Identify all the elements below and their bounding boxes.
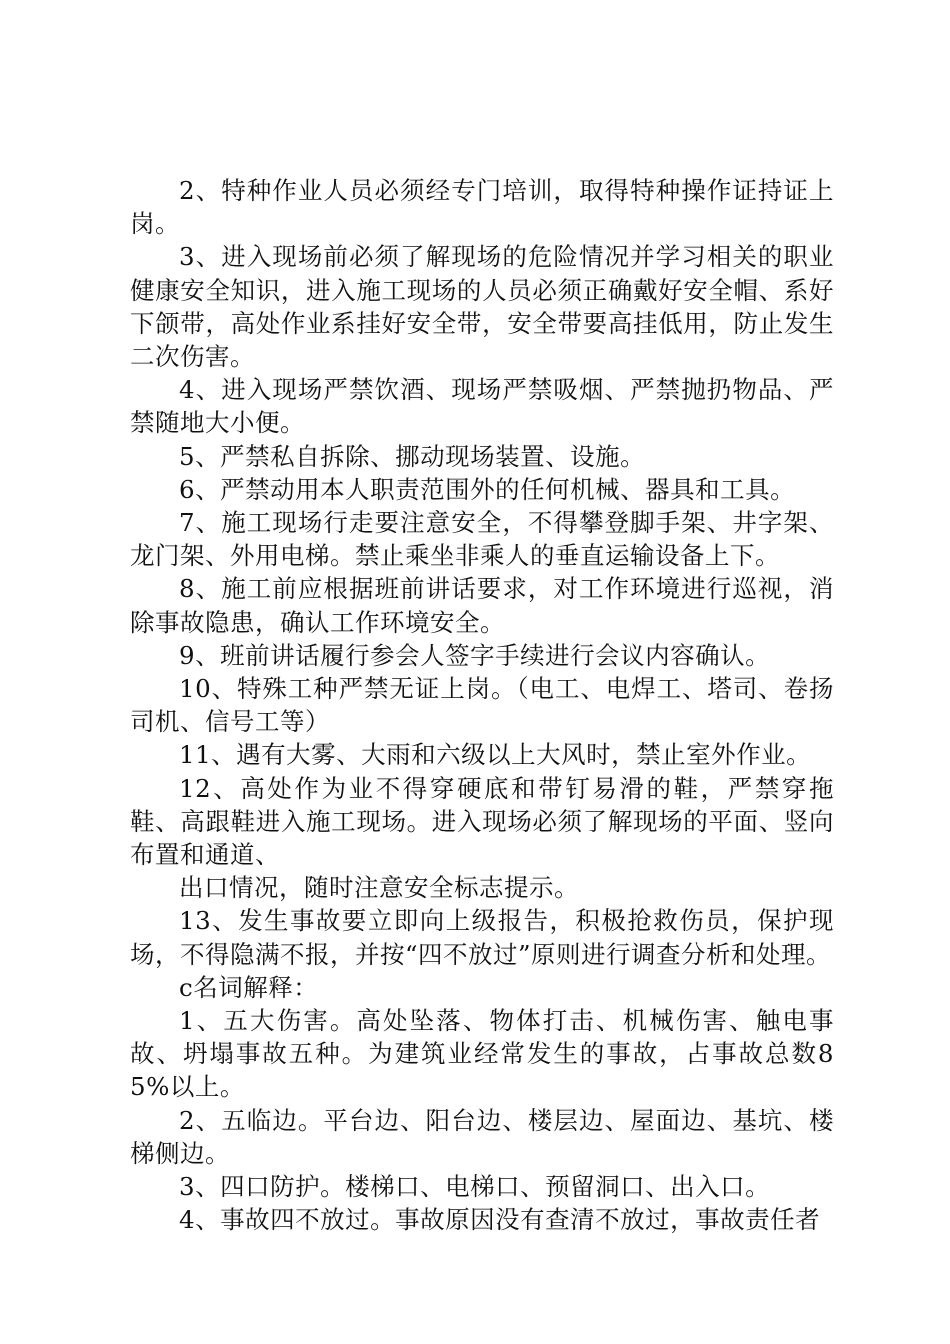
paragraph-item-11-weather: 11、遇有大雾、大雨和六级以上大风时，禁止室外作业。 <box>179 740 812 770</box>
paragraph-item-6-no-unauthorized-machinery: 6、严禁动用本人职责范围外的任何机械、器具和工具。 <box>179 474 796 504</box>
paragraph-item-3-site-safety-knowledge: 3、进入现场前必须了解现场的危险情况并学习相关的职业健康安全知识，进入施工现场的人员必须正确戴好安全帽、系好下颌带，高处作业系挂好安全带，安全带要高挂低用，防止发生二次伤害。 <box>130 242 834 372</box>
glossary-item-1-five-injuries: 1、五大伤害。高处坠落、物体打击、机械伤害、触电事故、坍塌事故五种。为建筑业经常发生的事故，占事故总数85%以上。 <box>130 1006 834 1102</box>
paragraph-item-10-certified-trades: 10、特殊工种严禁无证上岗。（电工、电焊工、塔司、卷扬司机、信号工等） <box>130 674 834 737</box>
paragraph-item-9-meeting-signature: 9、班前讲话履行参会人签字手续进行会议内容确认。 <box>179 640 771 670</box>
glossary-item-4-four-no-release: 4、事故四不放过。事故原因没有查清不放过，事故责任者 <box>179 1205 821 1235</box>
paragraph-exit-info: 出口情况，随时注意安全标志提示。 <box>179 873 579 903</box>
paragraph-item-5-no-dismantling: 5、严禁私自拆除、挪动现场装置、设施。 <box>179 441 646 471</box>
paragraph-item-2-special-workers: 2、特种作业人员必须经专门培训，取得特种操作证持证上岗。 <box>130 176 834 239</box>
glossary-item-3-four-openings: 3、四口防护。楼梯口、电梯口、预留洞口、出入口。 <box>179 1172 771 1202</box>
paragraph-item-7-walking-safety: 7、施工现场行走要注意安全，不得攀登脚手架、井字架、龙门架、外用电梯。禁止乘坐非乘人的垂直运输设备上下。 <box>130 508 834 571</box>
paragraph-item-12-footwear-layout: 12、高处作为业不得穿硬底和带钉易滑的鞋，严禁穿拖鞋、高跟鞋进入施工现场。进入现场必须了解现场的平面、竖向布置和通道、 <box>130 773 834 870</box>
document-body <box>130 174 834 1237</box>
section-heading-glossary: c名词解释： <box>179 972 319 1002</box>
paragraph-item-8-pre-work-inspection: 8、施工前应根据班前讲话要求，对工作环境进行巡视，消除事故隐患，确认工作环境安全。 <box>130 574 834 637</box>
paragraph-item-4-prohibitions: 4、进入现场严禁饮酒、现场严禁吸烟、严禁抛扔物品、严禁随地大小便。 <box>130 375 834 438</box>
paragraph-item-13-accident-reporting: 13、发生事故要立即向上级报告，积极抢救伤员，保护现场，不得隐满不报，并按“四不放过”原则进行调查分析和处理。 <box>130 906 834 969</box>
glossary-item-2-five-edges: 2、五临边。平台边、阳台边、楼层边、屋面边、基坑、楼梯侧边。 <box>130 1105 834 1168</box>
